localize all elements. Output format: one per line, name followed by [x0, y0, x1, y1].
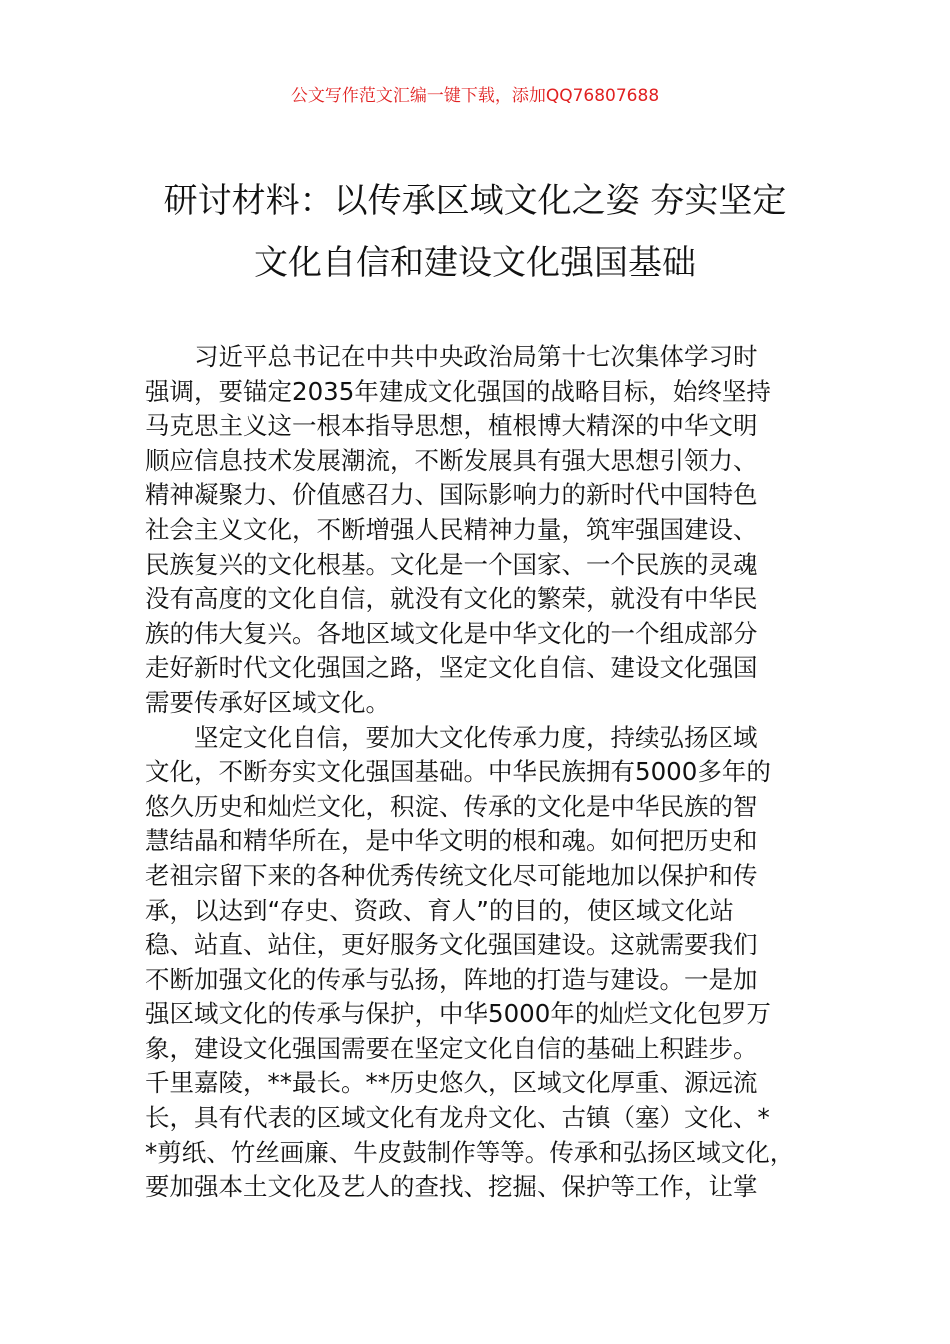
paragraph-2-line: 长，具有代表的区域文化有龙舟文化、古镇（塞）文化、*: [145, 1103, 770, 1133]
paragraph-2-line: 慧结晶和精华所在，是中华文明的根和魂。如何把历史和: [145, 826, 758, 856]
paragraph-1-line: 走好新时代文化强国之路，坚定文化自信、建设文化强国: [145, 653, 758, 683]
paragraph-2-line: 老祖宗留下来的各种优秀传统文化尽可能地加以保护和传: [145, 860, 758, 890]
paragraph-1-line: 顺应信息技术发展潮流，不断发展具有强大思想引领力、: [145, 445, 758, 475]
paragraph-2-line: 坚定文化自信，要加大文化传承力度，持续弘扬区域: [194, 722, 758, 752]
title-line-2: 文化自信和建设文化强国基础: [254, 243, 696, 283]
paragraph-1-line: 没有高度的文化自信，就没有文化的繁荣，就没有中华民: [145, 584, 758, 614]
paragraph-2-line: 稳、站直、站住，更好服务文化强国建设。这就需要我们: [145, 930, 758, 960]
paragraph-2-line: 承，以达到“存史、资政、育人”的目的，使区域文化站: [145, 895, 734, 925]
paragraph-2-line: 悠久历史和灿烂文化，积淀、传承的文化是中华民族的智: [145, 791, 758, 821]
promo-banner: 公文写作范文汇编一键下载，添加QQ76807688: [290, 86, 660, 106]
paragraph-1-line: 社会主义文化，不断增强人民精神力量，筑牢强国建设、: [145, 514, 758, 544]
document-body: [145, 340, 815, 1205]
paragraph-1-line: 族的伟大复兴。各地区域文化是中华文化的一个组成部分: [145, 618, 758, 648]
paragraph-1-line: 马克思主义这一根本指导思想，植根博大精深的中华文明: [145, 411, 758, 441]
paragraph-1-line: 习近平总书记在中共中央政治局第十七次集体学习时: [194, 342, 758, 371]
paragraph-2-line: 要加强本土文化及艺人的查找、挖掘、保护等工作，让掌: [145, 1172, 758, 1202]
paragraph-2-line: 不断加强文化的传承与弘扬，阵地的打造与建设。一是加: [145, 964, 758, 994]
document-title: [100, 170, 850, 294]
paragraph-2-line: *剪纸、竹丝画廉、牛皮鼓制作等等。传承和弘扬区域文化，: [145, 1137, 795, 1167]
paragraph-1-line: 需要传承好区域文化。: [145, 687, 390, 717]
paragraph-1-line: 精神凝聚力、价值感召力、国际影响力的新时代中国特色: [145, 480, 758, 510]
title-line-1: 研讨材料：以传承区域文化之姿 夯实坚定: [163, 181, 787, 221]
paragraph-2-line: 强区域文化的传承与保护，中华5000年的灿烂文化包罗万: [145, 999, 771, 1029]
paragraph-2-line: 千里嘉陵，**最长。**历史悠久，区域文化厚重、源远流: [145, 1068, 758, 1098]
paragraph-2-line: 象，建设文化强国需要在坚定文化自信的基础上积跬步。: [145, 1033, 758, 1063]
paragraph-1-line: 强调，要锚定2035年建成文化强国的战略目标，始终坚持: [145, 376, 771, 406]
paragraph-1-line: 民族复兴的文化根基。文化是一个国家、一个民族的灵魂: [145, 549, 758, 579]
paragraph-2-line: 文化，不断夯实文化强国基础。中华民族拥有5000多年的: [145, 757, 771, 787]
